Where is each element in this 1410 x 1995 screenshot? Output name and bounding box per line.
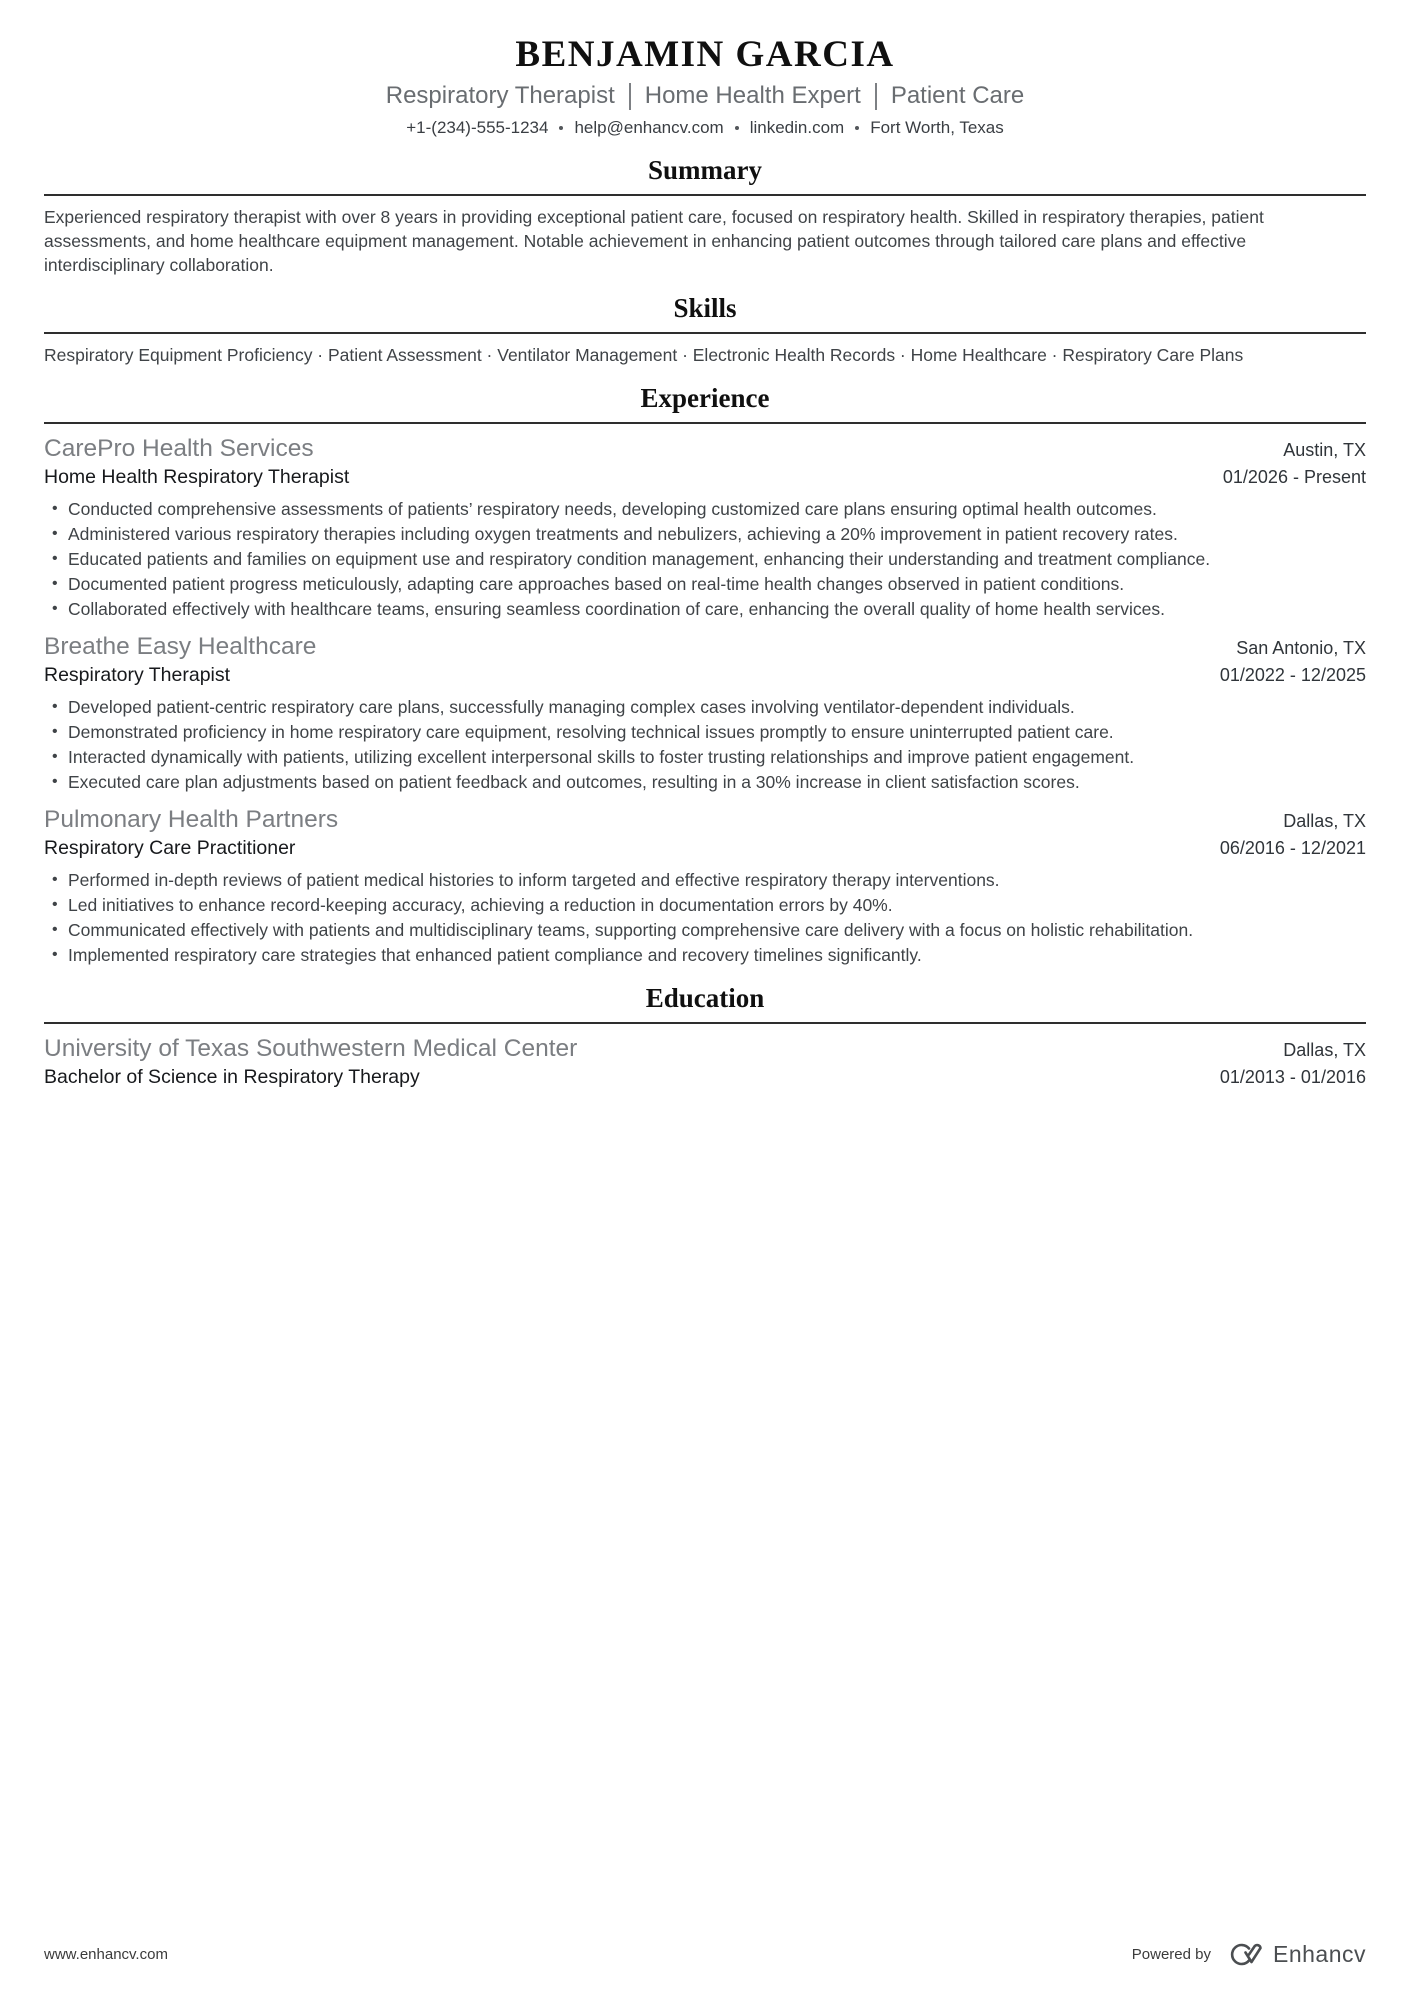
candidate-name: BENJAMIN GARCIA xyxy=(515,34,895,75)
education-dates: 01/2013 - 01/2016 xyxy=(1219,1067,1366,1087)
bullet-item: • Educated patients and families on equipment use and respiratory condition management, enhancing their understanding and treatment compliance. xyxy=(68,547,1366,571)
job-title: Home Health Respiratory Therapist xyxy=(44,466,350,488)
school-name: University of Texas Southwestern Medical Center xyxy=(44,1035,578,1062)
job-dates: 01/2026 - Present xyxy=(1222,467,1366,487)
bullet-item: • Led initiatives to enhance record-keeping accuracy, achieving a reduction in documentation errors by 40%. xyxy=(68,893,1366,917)
divider-bar-icon xyxy=(629,83,631,110)
summary-text: Experienced respiratory therapist with over 8 years in providing exceptional patient care, focused on respiratory health. Skilled in respiratory therapies, patient assessments, and home healthcare equipment management. Notable achievement in enhancing patient outcomes through tailored care plans and effective interdisciplinary collaboration. xyxy=(44,207,1264,275)
section-divider xyxy=(44,1022,1366,1024)
section-divider xyxy=(44,422,1366,424)
education-heading: Education xyxy=(645,983,765,1013)
title-item: Home Health Expert xyxy=(644,82,861,109)
job-bullets xyxy=(44,695,1366,794)
job-location: San Antonio, TX xyxy=(1236,638,1366,658)
enhancv-brand-name: Enhancv xyxy=(1272,1940,1366,1967)
bullet-item: • Conducted comprehensive assessments of patients’ respiratory needs, developing customized care plans ensuring optimal health outcomes. xyxy=(68,497,1366,521)
section-skills xyxy=(44,293,1366,367)
experience-entry xyxy=(44,804,1366,967)
experience-entry xyxy=(44,433,1366,621)
section-education xyxy=(44,983,1366,1090)
skills-heading: Skills xyxy=(673,293,737,323)
job-title: Respiratory Care Practitioner xyxy=(44,837,296,859)
company-name: Breathe Easy Healthcare xyxy=(44,633,317,660)
bullet-item: • Collaborated effectively with healthcare teams, ensuring seamless coordination of care, enhancing the overall quality of home health services. xyxy=(68,597,1366,621)
bullet-item: • Interacted dynamically with patients, utilizing excellent interpersonal skills to foster trusting relationships and improve patient engagement. xyxy=(68,745,1366,769)
linkedin-link[interactable]: linkedin.com xyxy=(749,118,845,137)
education-entry xyxy=(44,1033,1366,1090)
website-link[interactable]: www.enhancv.com xyxy=(44,1945,168,1963)
job-dates: 06/2016 - 12/2021 xyxy=(1219,838,1366,858)
company-name: Pulmonary Health Partners xyxy=(44,806,339,833)
bullet-separator-icon xyxy=(559,126,563,130)
contact-line xyxy=(44,117,1366,139)
bullet-item: • Developed patient-centric respiratory care plans, successfully managing complex cases involving ventilator-dependent individuals. xyxy=(68,695,1366,719)
title-item: Patient Care xyxy=(890,82,1025,109)
bullet-separator-icon xyxy=(735,126,739,130)
section-divider xyxy=(44,194,1366,196)
bullet-item: • Executed care plan adjustments based on patient feedback and outcomes, resulting in a 30% increase in client satisfaction scores. xyxy=(68,770,1366,794)
skills-text: Respiratory Equipment Proficiency · Patient Assessment · Ventilator Management · Electronic Health Records · Home Healthcare · Respiratory Care Plans xyxy=(44,345,1244,365)
experience-heading: Experience xyxy=(640,383,770,413)
resume-header xyxy=(44,34,1366,139)
bullet-item: • Documented patient progress meticulously, adapting care approaches based on real-time health changes observed in patient conditions. xyxy=(68,572,1366,596)
powered-by xyxy=(1132,1939,1366,1969)
company-name: CarePro Health Services xyxy=(44,435,314,462)
candidate-titles xyxy=(44,81,1366,111)
bullet-item: • Implemented respiratory care strategies that enhanced patient compliance and recovery timelines significantly. xyxy=(68,943,1366,967)
section-experience xyxy=(44,383,1366,967)
location-text: Fort Worth, Texas xyxy=(870,118,1004,137)
bullet-item: • Performed in-depth reviews of patient medical histories to inform targeted and effective respiratory therapy interventions. xyxy=(68,868,1366,892)
title-item: Respiratory Therapist xyxy=(385,82,615,109)
job-location: Austin, TX xyxy=(1283,440,1366,460)
section-summary xyxy=(44,155,1366,277)
email-link[interactable]: help@enhancv.com xyxy=(574,118,724,137)
experience-entry xyxy=(44,631,1366,794)
powered-by-label: Powered by xyxy=(1131,1945,1211,1963)
bullet-item: • Administered various respiratory therapies including oxygen treatments and nebulizers, achieving a 20% improvement in patient recovery rates. xyxy=(68,522,1366,546)
enhancv-brand-link[interactable] xyxy=(1223,1939,1366,1969)
bullet-separator-icon xyxy=(855,126,859,130)
bullet-item: • Communicated effectively with patients and multidisciplinary teams, supporting comprehensive care delivery with a focus on holistic rehabilitation. xyxy=(68,918,1366,942)
page-footer xyxy=(44,1939,1366,1969)
section-divider xyxy=(44,332,1366,334)
job-bullets xyxy=(44,868,1366,967)
divider-bar-icon xyxy=(875,83,877,110)
enhancv-logo-icon xyxy=(1223,1939,1265,1969)
phone-number: +1-(234)-555-1234 xyxy=(406,118,549,137)
job-dates: 01/2022 - 12/2025 xyxy=(1219,665,1366,685)
job-location: Dallas, TX xyxy=(1283,811,1366,831)
job-bullets xyxy=(44,497,1366,621)
summary-heading: Summary xyxy=(648,155,762,185)
degree-name: Bachelor of Science in Respiratory Therapy xyxy=(44,1066,420,1088)
school-location: Dallas, TX xyxy=(1283,1040,1366,1060)
job-title: Respiratory Therapist xyxy=(44,664,231,686)
bullet-item: • Demonstrated proficiency in home respiratory care equipment, resolving technical issues promptly to ensure uninterrupted patient care. xyxy=(68,720,1366,744)
